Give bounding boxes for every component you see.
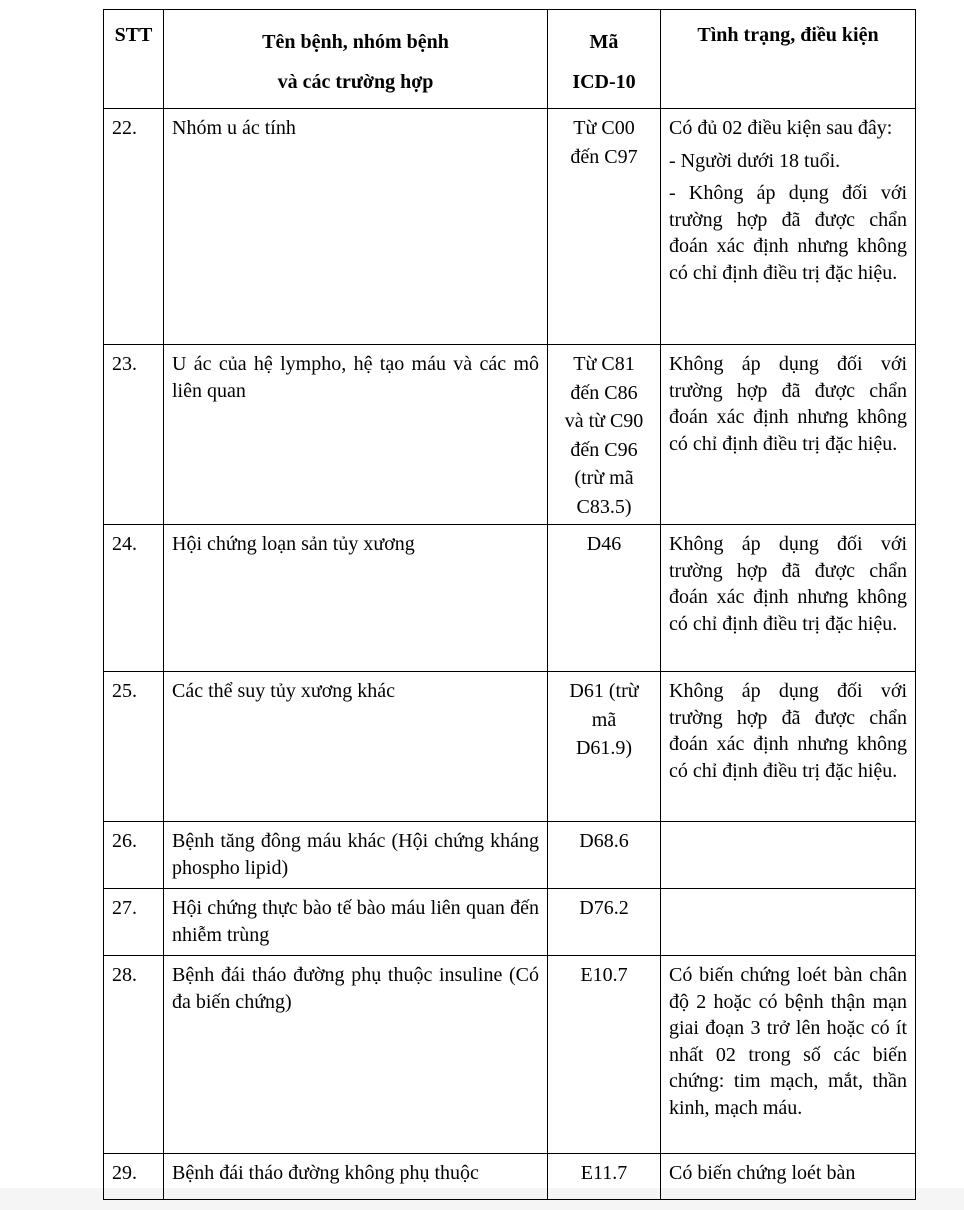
table-row: [104, 672, 916, 822]
header-icd-code: [548, 10, 661, 109]
row-condition: [661, 672, 916, 822]
icd-code-line: Từ C81: [573, 353, 635, 375]
table-row: [104, 109, 916, 345]
header-stt: STT: [104, 10, 164, 109]
row-disease-name: Hội chứng loạn sản tủy xương: [164, 525, 548, 672]
icd-code-line: đến C97: [570, 145, 638, 168]
condition-paragraph: Không áp dụng đối với trường hợp đã được chẩn đoán xác định nhưng không có chỉ định điều trị đặc hiệu.: [669, 533, 907, 635]
icd-code-line: D68.6: [579, 830, 629, 852]
condition-paragraph: - Người dưới 18 tuổi.: [669, 149, 841, 172]
row-disease-name: Nhóm u ác tính: [164, 109, 548, 345]
row-stt: 28.: [104, 956, 164, 1154]
row-condition: [661, 525, 916, 672]
table-row: [104, 822, 916, 889]
row-disease-name: Bệnh đái tháo đường không phụ thuộc: [164, 1154, 548, 1200]
table-row: [104, 889, 916, 956]
header-code-line1: Mã: [589, 31, 619, 53]
row-icd-code: [548, 956, 661, 1154]
row-icd-code: [548, 109, 661, 345]
icd-code-line: (trừ mã: [574, 467, 634, 489]
row-condition: [661, 956, 916, 1154]
header-condition: Tình trạng, điều kiện: [661, 10, 916, 109]
row-disease-name: Bệnh đái tháo đường phụ thuộc insuline (Có đa biến chứng): [164, 956, 548, 1154]
condition-paragraph: Có biến chứng loét bàn chân độ 2 hoặc có bệnh thận mạn giai đoạn 3 trở lên hoặc có ít nhất 02 trong số các biến chứng: tim mạch, mắt, thần kinh, mạch máu.: [669, 964, 907, 1119]
icd-code-line: đến C86: [570, 381, 638, 404]
icd-code-line: D61 (trừ: [569, 680, 639, 702]
header-code-line2: ICD-10: [572, 71, 636, 93]
icd-code-line: E10.7: [580, 964, 628, 986]
table-header-row: [104, 10, 916, 109]
icd-code-line: mã: [591, 708, 617, 731]
row-stt: 29.: [104, 1154, 164, 1200]
condition-paragraph: Có biến chứng loét bàn: [669, 1162, 856, 1184]
row-condition: [661, 1154, 916, 1200]
header-disease-name: [164, 10, 548, 109]
row-icd-code: [548, 672, 661, 822]
row-stt: 27.: [104, 889, 164, 956]
icd-code-line: và từ C90: [564, 410, 644, 432]
row-icd-code: [548, 822, 661, 889]
condition-paragraph: Có đủ 02 điều kiện sau đây:: [669, 117, 893, 139]
row-disease-name: Bệnh tăng đông máu khác (Hội chứng kháng phospho lipid): [164, 822, 548, 889]
row-disease-name: Hội chứng thực bào tế bào máu liên quan đến nhiễm trùng: [164, 889, 548, 956]
row-stt: 26.: [104, 822, 164, 889]
row-stt: 23.: [104, 345, 164, 525]
row-stt: 22.: [104, 109, 164, 345]
row-icd-code: [548, 1154, 661, 1200]
row-condition: [661, 345, 916, 525]
icd-code-line: D46: [586, 533, 622, 555]
icd-code-line: D76.2: [579, 897, 629, 919]
table-row: [104, 345, 916, 525]
row-icd-code: [548, 345, 661, 525]
icd-code-line: D61.9): [575, 737, 633, 759]
row-disease-name: Các thể suy tủy xương khác: [164, 672, 548, 822]
header-name-line1: Tên bệnh, nhóm bệnh: [262, 31, 449, 53]
icd-code-line: Từ C00: [573, 117, 635, 139]
icd-code-line: đến C96: [570, 438, 638, 461]
condition-paragraph: - Không áp dụng đối với trường hợp đã được chẩn đoán xác định nhưng không có chỉ định điều trị đặc hiệu.: [669, 182, 907, 284]
row-stt: 25.: [104, 672, 164, 822]
icd-code-line: E11.7: [580, 1162, 628, 1184]
condition-paragraph: Không áp dụng đối với trường hợp đã được chẩn đoán xác định nhưng không có chỉ định điều trị đặc hiệu.: [669, 680, 907, 782]
row-icd-code: [548, 525, 661, 672]
icd-disease-table: [103, 9, 916, 1200]
condition-paragraph: Không áp dụng đối với trường hợp đã được chẩn đoán xác định nhưng không có chỉ định điều trị đặc hiệu.: [669, 353, 907, 455]
icd-code-line: C83.5): [576, 495, 632, 518]
row-stt: 24.: [104, 525, 164, 672]
row-condition: [661, 889, 916, 956]
row-icd-code: [548, 889, 661, 956]
table-row: [104, 1154, 916, 1200]
row-condition: [661, 109, 916, 345]
table-body: [104, 109, 916, 1200]
table-row: [104, 956, 916, 1154]
row-disease-name: U ác của hệ lympho, hệ tạo máu và các mô liên quan: [164, 345, 548, 525]
header-name-line2: và các trường hợp: [277, 71, 434, 93]
row-condition: [661, 822, 916, 889]
table-row: [104, 525, 916, 672]
